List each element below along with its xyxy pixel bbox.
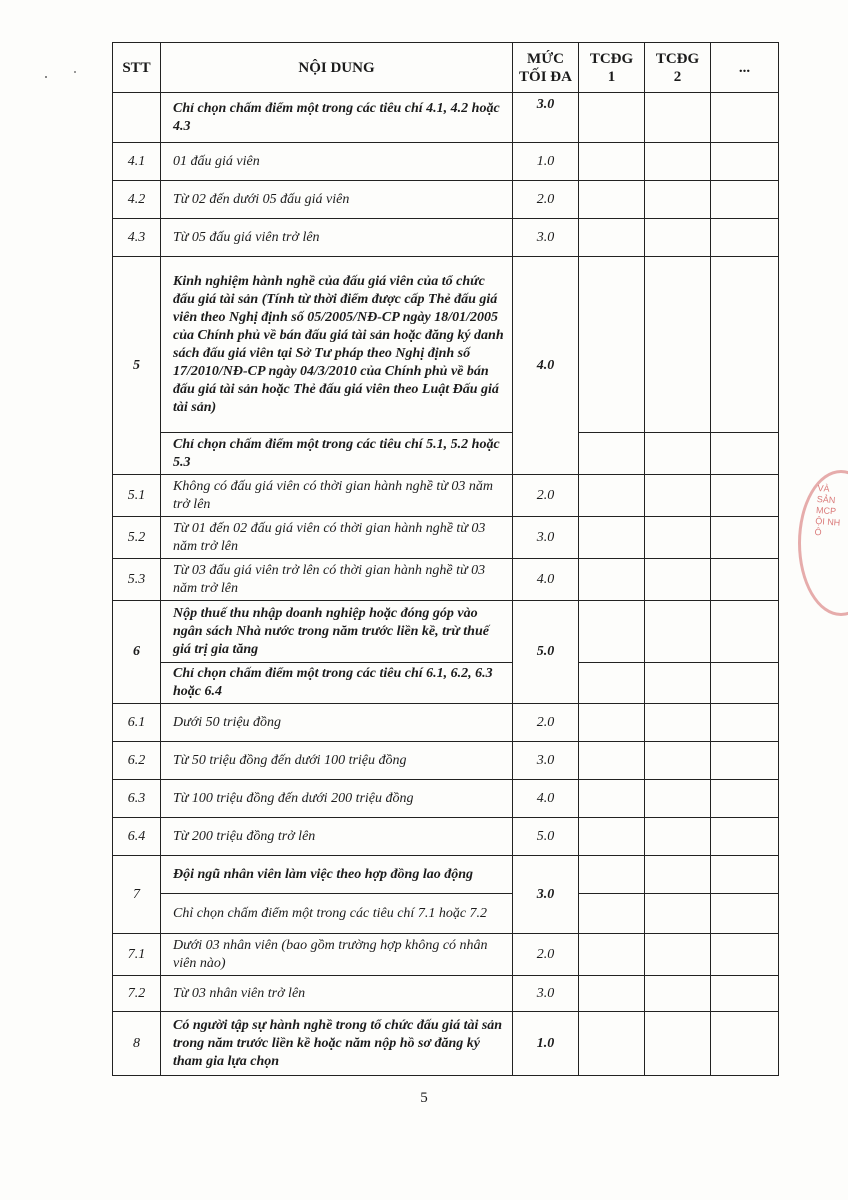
row-content: Từ 01 đến 02 đấu giá viên có thời gian hành nghề từ 03 năm trở lên xyxy=(161,517,513,559)
row-content: Từ 03 nhân viên trở lên xyxy=(161,976,513,1012)
score-cell xyxy=(579,257,645,433)
row-content: Từ 50 triệu đồng đến dưới 100 triệu đồng xyxy=(161,742,513,780)
score-cell xyxy=(579,433,645,475)
row-content: Từ 03 đấu giá viên trở lên có thời gian hành nghề từ 03 năm trở lên xyxy=(161,559,513,601)
row-content: Kinh nghiệm hành nghề của đấu giá viên của tổ chức đấu giá tài sản (Tính từ thời điểm được cấp Thẻ đấu giá viên theo Nghị định số 05/2005/NĐ-CP ngày 18/01/2005 của Chính phủ về bán đấu giá tài sản hoặc đăng ký danh sách đấu giá viên tại Sở Tư pháp theo Nghị định số 17/2010/NĐ-CP ngày 04/3/2010 của Chính phủ về bán đấu giá tài sản hoặc Thẻ đấu giá viên theo Luật Đấu giá tài sản) xyxy=(161,257,513,433)
score-cell xyxy=(579,601,645,663)
row-stt: 6.2 xyxy=(113,742,161,780)
score-cell xyxy=(711,143,779,181)
score-cell xyxy=(579,1012,645,1076)
table-row xyxy=(113,780,779,818)
score-cell xyxy=(645,1012,711,1076)
row-stt: 5.1 xyxy=(113,475,161,517)
score-cell xyxy=(645,433,711,475)
row-content: Chỉ chọn chấm điểm một trong các tiêu chí 4.1, 4.2 hoặc 4.3 xyxy=(161,93,513,143)
row-stt: 4.1 xyxy=(113,143,161,181)
page-number: 5 xyxy=(420,1090,428,1106)
row-content: Nộp thuế thu nhập doanh nghiệp hoặc đóng góp vào ngân sách Nhà nước trong năm trước liền kề, trừ thuế giá trị gia tăng xyxy=(161,601,513,663)
row-stt: 6 xyxy=(113,601,161,704)
row-max: 3.0 xyxy=(513,976,579,1012)
row-max: 2.0 xyxy=(513,704,579,742)
score-cell xyxy=(579,143,645,181)
row-max: 3.0 xyxy=(513,856,579,934)
row-content: Từ 100 triệu đồng đến dưới 200 triệu đồng xyxy=(161,780,513,818)
header-stt: STT xyxy=(113,43,161,93)
header-tcdg-1: TCĐG 1 xyxy=(579,43,645,93)
score-cell xyxy=(645,742,711,780)
score-cell xyxy=(645,976,711,1012)
row-stt: 8 xyxy=(113,1012,161,1076)
score-cell xyxy=(711,601,779,663)
row-max: 5.0 xyxy=(513,818,579,856)
score-cell xyxy=(711,704,779,742)
score-cell xyxy=(579,559,645,601)
row-stt: 4.2 xyxy=(113,181,161,219)
score-cell xyxy=(645,856,711,894)
row-max: 3.0 xyxy=(513,93,579,143)
score-cell xyxy=(579,475,645,517)
row-content: 01 đấu giá viên xyxy=(161,143,513,181)
row-max: 5.0 xyxy=(513,601,579,704)
row-content: Dưới 03 nhân viên (bao gồm trường hợp không có nhân viên nào) xyxy=(161,934,513,976)
table-row xyxy=(113,517,779,559)
row-content: Có người tập sự hành nghề trong tổ chức đấu giá tài sản trong năm trước liền kề hoặc năm nộp hồ sơ đăng ký tham gia lựa chọn xyxy=(161,1012,513,1076)
score-cell xyxy=(711,742,779,780)
table-row xyxy=(113,818,779,856)
row-note: Chỉ chọn chấm điểm một trong các tiêu chí 5.1, 5.2 hoặc 5.3 xyxy=(161,433,513,475)
row-content: Từ 02 đến dưới 05 đấu giá viên xyxy=(161,181,513,219)
row-stt: 5.2 xyxy=(113,517,161,559)
table-row xyxy=(113,433,779,475)
row-content: Từ 200 triệu đồng trở lên xyxy=(161,818,513,856)
score-cell xyxy=(711,93,779,143)
score-cell xyxy=(711,976,779,1012)
row-content: Không có đấu giá viên có thời gian hành nghề từ 03 năm trở lên xyxy=(161,475,513,517)
row-stt: 6.4 xyxy=(113,818,161,856)
table-row xyxy=(113,663,779,704)
score-cell xyxy=(645,601,711,663)
table-row xyxy=(113,475,779,517)
table-row xyxy=(113,143,779,181)
row-max: 3.0 xyxy=(513,219,579,257)
row-note: Chỉ chọn chấm điểm một trong các tiêu chí 6.1, 6.2, 6.3 hoặc 6.4 xyxy=(161,663,513,704)
score-cell xyxy=(579,517,645,559)
row-stt: 6.1 xyxy=(113,704,161,742)
table-row xyxy=(113,181,779,219)
score-cell xyxy=(711,856,779,894)
score-cell xyxy=(579,856,645,894)
score-cell xyxy=(711,818,779,856)
score-cell xyxy=(579,742,645,780)
score-cell xyxy=(645,475,711,517)
scan-speck xyxy=(45,76,47,78)
scan-speck xyxy=(74,71,76,73)
table-row xyxy=(113,856,779,894)
score-cell xyxy=(645,780,711,818)
score-cell xyxy=(645,181,711,219)
score-cell xyxy=(579,219,645,257)
table-row xyxy=(113,742,779,780)
table-row xyxy=(113,1012,779,1076)
score-cell xyxy=(579,894,645,934)
score-cell xyxy=(579,181,645,219)
score-cell xyxy=(711,475,779,517)
header-max-score: MỨC TỐI ĐA xyxy=(513,43,579,93)
stamp-text: VÀ SẢN MCP ỘI NH Ô xyxy=(814,483,841,538)
row-stt: 7.1 xyxy=(113,934,161,976)
row-stt: 5 xyxy=(113,257,161,475)
score-cell xyxy=(579,704,645,742)
score-cell xyxy=(711,780,779,818)
row-max: 4.0 xyxy=(513,780,579,818)
table-row xyxy=(113,934,779,976)
score-cell xyxy=(579,780,645,818)
row-max: 1.0 xyxy=(513,143,579,181)
score-cell xyxy=(645,93,711,143)
table-row xyxy=(113,257,779,433)
score-cell xyxy=(579,93,645,143)
header-content: NỘI DUNG xyxy=(161,43,513,93)
score-cell xyxy=(579,663,645,704)
header-more: ... xyxy=(711,43,779,93)
row-stt: 6.3 xyxy=(113,780,161,818)
score-cell xyxy=(645,934,711,976)
score-cell xyxy=(711,181,779,219)
row-content: Dưới 50 triệu đồng xyxy=(161,704,513,742)
row-stt: 5.3 xyxy=(113,559,161,601)
score-cell xyxy=(579,976,645,1012)
row-max: 2.0 xyxy=(513,181,579,219)
score-cell xyxy=(645,517,711,559)
score-cell xyxy=(711,663,779,704)
row-max: 4.0 xyxy=(513,257,579,475)
row-max: 2.0 xyxy=(513,475,579,517)
row-stt: 4.3 xyxy=(113,219,161,257)
score-cell xyxy=(645,663,711,704)
score-cell xyxy=(579,934,645,976)
score-cell xyxy=(579,818,645,856)
row-stt xyxy=(113,93,161,143)
row-max: 3.0 xyxy=(513,742,579,780)
table-row xyxy=(113,93,779,143)
table-row xyxy=(113,601,779,663)
table-row xyxy=(113,559,779,601)
header-tcdg-2: TCĐG 2 xyxy=(645,43,711,93)
row-content: Đội ngũ nhân viên làm việc theo hợp đồng lao động xyxy=(161,856,513,894)
row-stt: 7 xyxy=(113,856,161,934)
row-max: 1.0 xyxy=(513,1012,579,1076)
score-cell xyxy=(711,1012,779,1076)
score-cell xyxy=(711,219,779,257)
table-row xyxy=(113,894,779,934)
row-max: 4.0 xyxy=(513,559,579,601)
score-cell xyxy=(711,257,779,433)
score-cell xyxy=(711,934,779,976)
table-row xyxy=(113,704,779,742)
row-stt: 7.2 xyxy=(113,976,161,1012)
row-max: 3.0 xyxy=(513,517,579,559)
score-cell xyxy=(711,559,779,601)
score-cell xyxy=(645,818,711,856)
table-row xyxy=(113,976,779,1012)
score-cell xyxy=(645,894,711,934)
score-cell xyxy=(645,559,711,601)
score-cell xyxy=(711,433,779,475)
score-cell xyxy=(645,219,711,257)
row-note: Chỉ chọn chấm điểm một trong các tiêu chí 7.1 hoặc 7.2 xyxy=(161,894,513,934)
row-content: Từ 05 đấu giá viên trở lên xyxy=(161,219,513,257)
score-cell xyxy=(645,143,711,181)
criteria-table xyxy=(112,42,779,1076)
score-cell xyxy=(711,894,779,934)
table-row xyxy=(113,219,779,257)
score-cell xyxy=(645,704,711,742)
score-cell xyxy=(645,257,711,433)
score-cell xyxy=(711,517,779,559)
header-row xyxy=(113,43,779,93)
row-max: 2.0 xyxy=(513,934,579,976)
